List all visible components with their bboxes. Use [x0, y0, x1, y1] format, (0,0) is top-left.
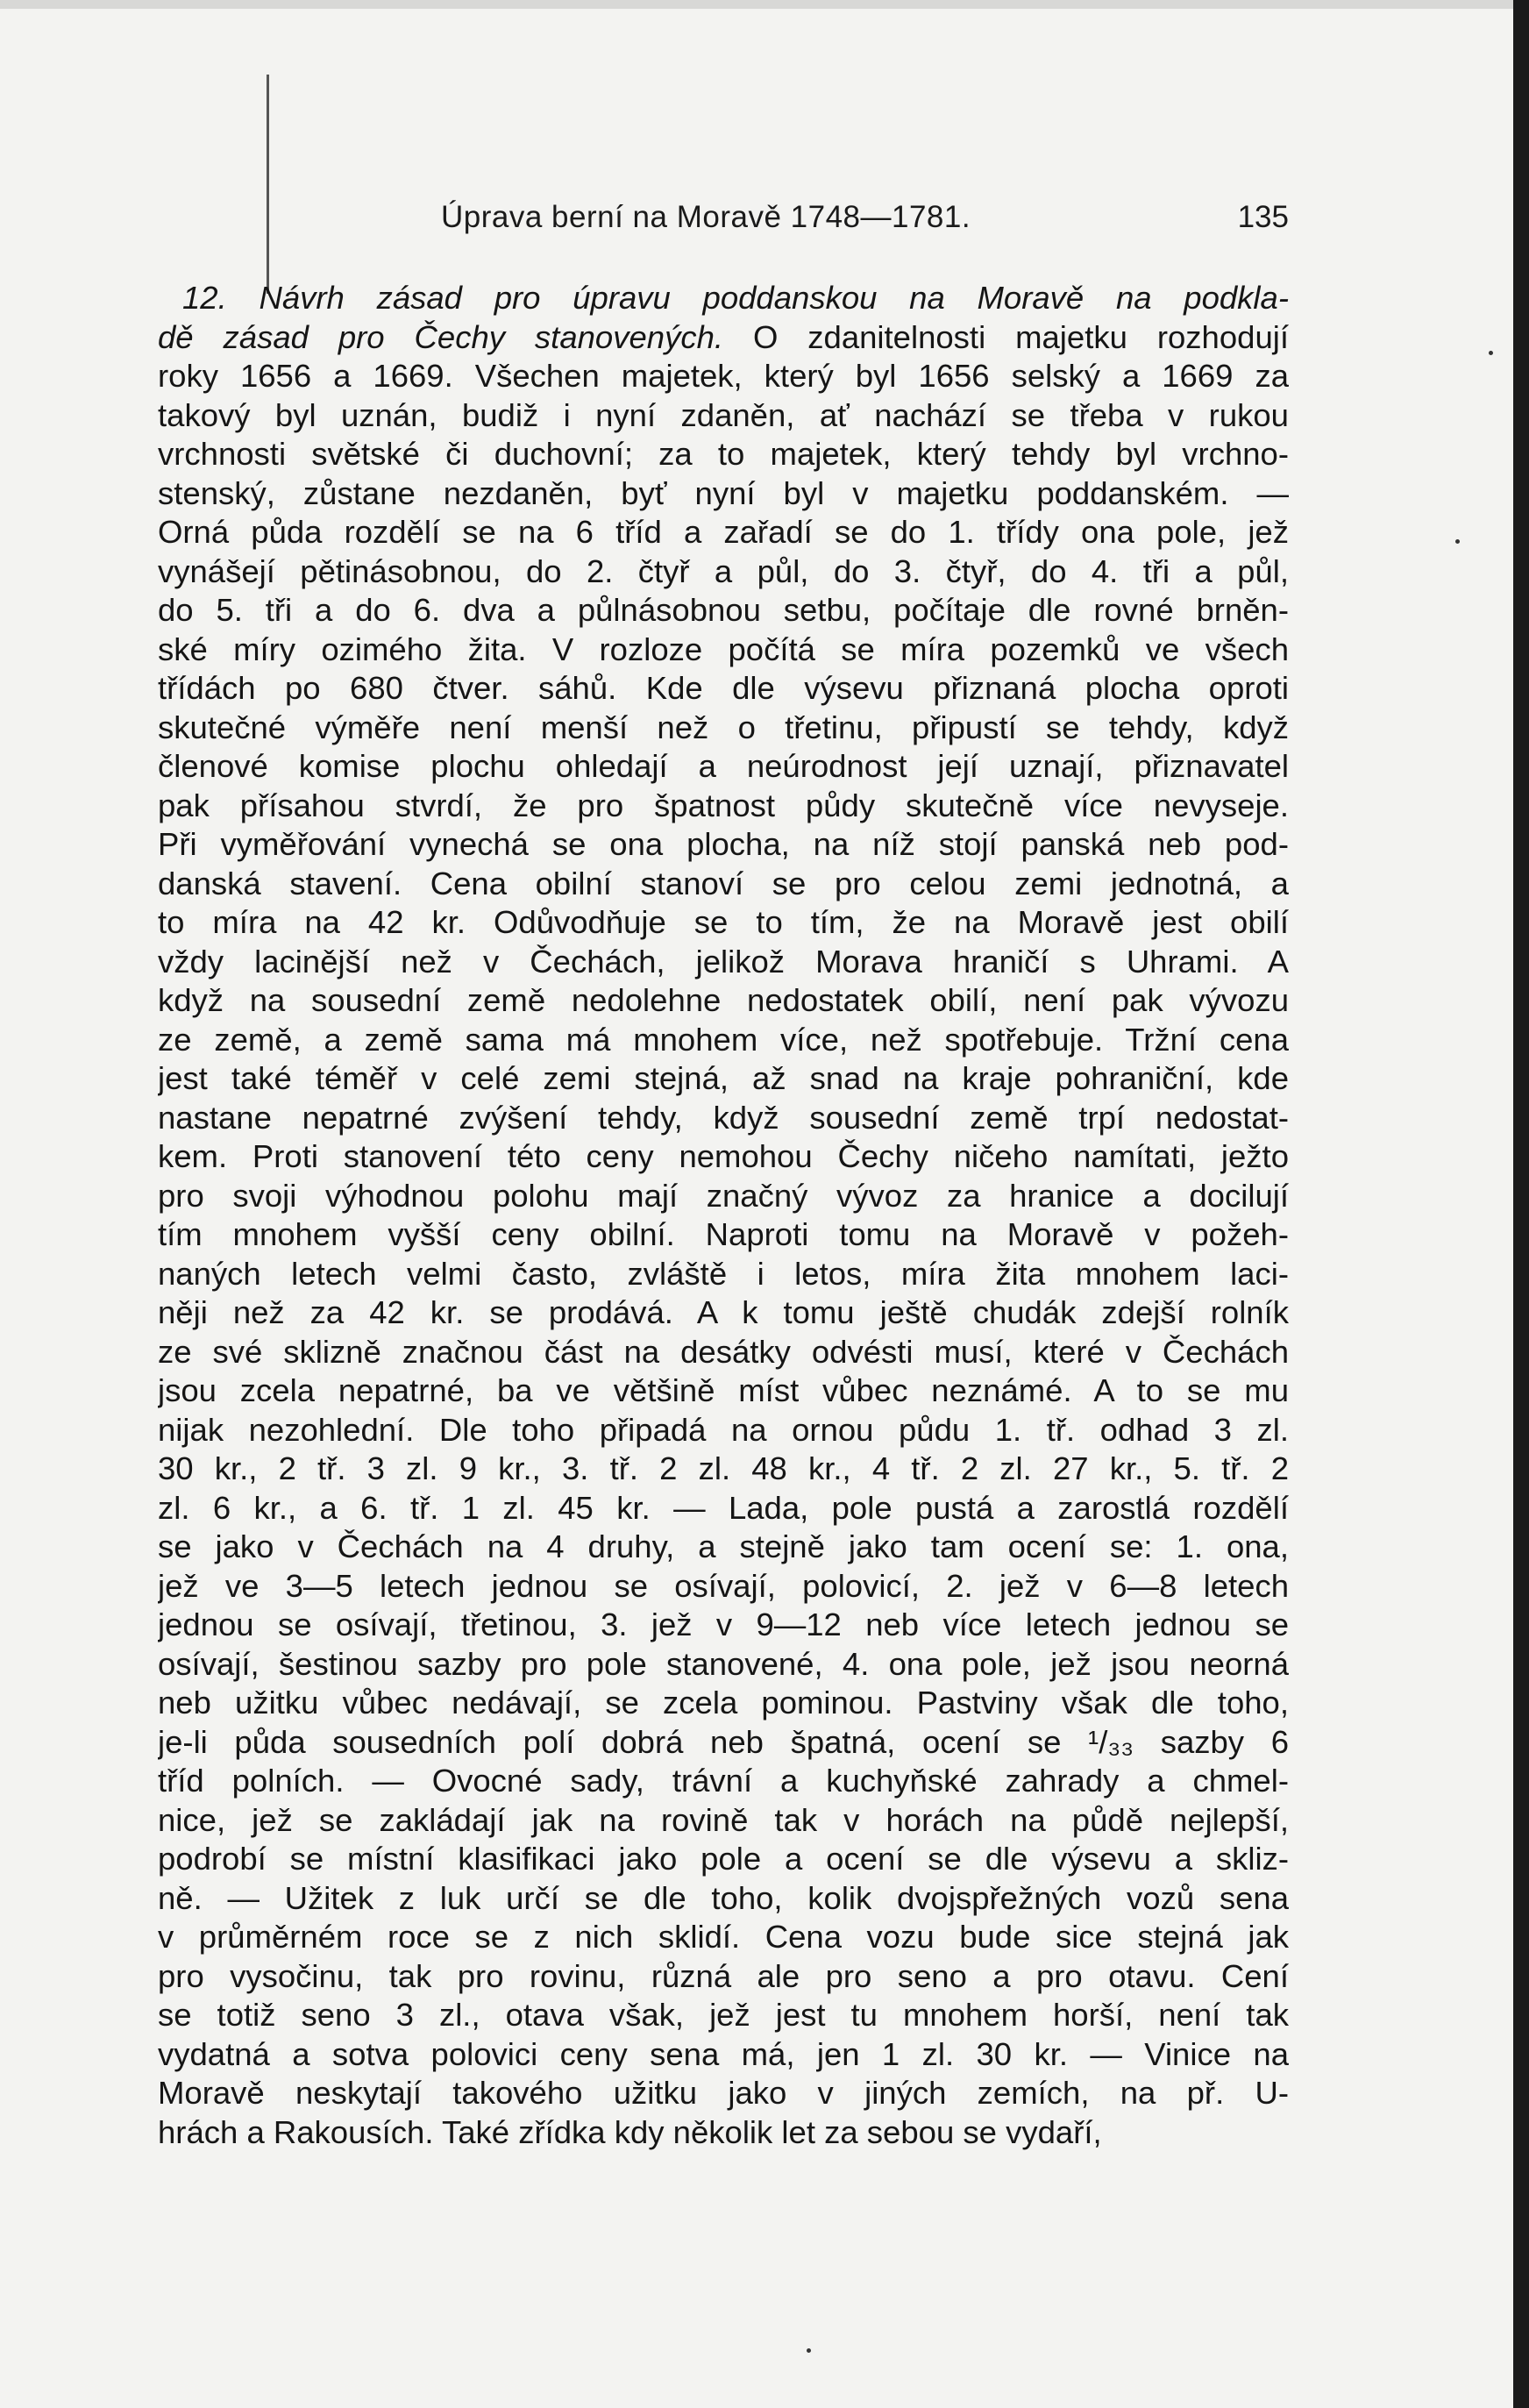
line-text: jsou zcela nepatrné, ba ve většině míst vůbec neznámé. A to se mu — [158, 1372, 1289, 1408]
text-line — [158, 669, 1289, 709]
line-text: to míra na 42 kr. Odůvodňuje se to tím, že na Moravě jest obilí — [158, 904, 1289, 940]
line-text: O zdanitelnosti majetku rozhodují — [723, 318, 1289, 355]
text-line — [158, 435, 1289, 474]
text-line — [158, 1879, 1289, 1919]
text-line — [158, 318, 1289, 358]
line-text: když na sousední země nedolehne nedostatek obilí, není pak vývozu — [158, 982, 1289, 1018]
text-line — [158, 513, 1289, 552]
text-line — [158, 1215, 1289, 1255]
text-line — [158, 1021, 1289, 1060]
italic-heading: 12. Návrh zásad pro úpravu poddanskou na Moravě na podkla- — [182, 280, 1289, 316]
line-text: kem. Proti stanovení této ceny nemohou Čechy ničeho namítati, ježto — [158, 1138, 1289, 1174]
text-line — [158, 2113, 1289, 2153]
line-text: třídách po 680 čtver. sáhů. Kde dle výsevu přiznaná plocha oproti — [158, 670, 1289, 706]
text-line — [158, 591, 1289, 630]
line-text: tím mnohem vyšší ceny obilní. Naproti tomu na Moravě v požeh- — [158, 1216, 1289, 1252]
text-line — [158, 903, 1289, 943]
running-title: Úprava berní na Moravě 1748—1781. — [441, 200, 971, 234]
text-line — [158, 1996, 1289, 2035]
line-text: něji než za 42 kr. se prodává. A k tomu ještě chudák zdejší rolník — [158, 1294, 1289, 1330]
line-text: je-li půda sousedních polí dobrá neb špatná, ocení se ¹/₃₃ sazby 6 — [158, 1723, 1289, 1760]
line-text: danská stavení. Cena obilní stanoví se pro celou zemi jednotná, a — [158, 865, 1289, 901]
text-line — [158, 1645, 1289, 1685]
text-line — [158, 1177, 1289, 1216]
text-line — [158, 1567, 1289, 1607]
line-text: se totiž seno 3 zl., otava však, jež jest tu mnohem horší, není tak — [158, 1997, 1289, 2033]
line-text: vynášejí pětinásobnou, do 2. čtyř a půl, do 3. čtyř, do 4. tři a půl, — [158, 552, 1289, 589]
text-line — [158, 1255, 1289, 1294]
text-line — [158, 1957, 1289, 1997]
margin-mark — [267, 75, 269, 294]
text-line — [158, 1528, 1289, 1567]
body-text — [158, 279, 1289, 2152]
line-text: hrách a Rakousích. Také zřídka kdy několik let za sebou se vydaří, — [158, 2113, 1102, 2150]
line-text: se jako v Čechách na 4 druhy, a stejně jako tam ocení se: 1. ona, — [158, 1528, 1289, 1564]
text-line — [158, 279, 1289, 318]
text-line — [158, 981, 1289, 1021]
line-text: nice, jež se zakládají jak na rovině tak v horách na půdě nejlepší, — [158, 1801, 1289, 1838]
line-text: v průměrném roce se z nich sklidí. Cena vozu bude sice stejná jak — [158, 1919, 1289, 1955]
text-line — [158, 1059, 1289, 1099]
text-line — [158, 1293, 1289, 1333]
line-text: pro svoji výhodnou polohu mají značný vývoz za hranice a docilují — [158, 1177, 1289, 1214]
line-text: pak přísahou stvrdí, že pro špatnost půdy skutečně více nevyseje. — [158, 787, 1289, 823]
text-line — [158, 1723, 1289, 1763]
line-text: tříd polních. — Ovocné sady, trávní a kuchyňské zahrady a chmel- — [158, 1763, 1289, 1799]
scan-speck — [1489, 351, 1493, 355]
text-line — [158, 787, 1289, 826]
text-line — [158, 1801, 1289, 1841]
text-line — [158, 1333, 1289, 1372]
text-line — [158, 2035, 1289, 2075]
line-text: ze země, a země sama má mnohem více, než spotřebuje. Tržní cena — [158, 1021, 1289, 1058]
italic-heading: dě zásad pro Čechy stanovených. — [158, 318, 724, 355]
line-text: 30 kr., 2 tř. 3 zl. 9 kr., 3. tř. 2 zl. 48 kr., 4 tř. 2 zl. 27 kr., 5. tř. 2 — [158, 1450, 1289, 1486]
line-text: vydatná a sotva polovici ceny sena má, jen 1 zl. 30 kr. — Vinice na — [158, 2035, 1289, 2072]
text-line — [158, 396, 1289, 436]
line-text: do 5. tři a do 6. dva a půlnásobnou setbu, počítaje dle rovné brněn- — [158, 592, 1289, 628]
scan-speck — [807, 2348, 811, 2353]
line-text: zl. 6 kr., a 6. tř. 1 zl. 45 kr. — Lada, pole pustá a zarostlá rozdělí — [158, 1489, 1289, 1526]
page-number: 135 — [1237, 200, 1289, 234]
text-line — [158, 1450, 1289, 1489]
line-text: podrobí se místní klasifikaci jako pole a ocení se dle výsevu a skliz- — [158, 1841, 1289, 1877]
text-line — [158, 1099, 1289, 1138]
line-text: ské míry ozimého žita. V rozloze počítá se míra pozemků ve všech — [158, 630, 1289, 667]
line-text: nijak nezohlední. Dle toho připadá na ornou půdu 1. tř. odhad 3 zl. — [158, 1411, 1289, 1448]
line-text: takový byl uznán, budiž i nyní zdaněn, ať nachází se třeba v rukou — [158, 396, 1289, 433]
text-line — [158, 1606, 1289, 1645]
text-line — [158, 357, 1289, 396]
line-text: neb užitku vůbec nedávají, se zcela pominou. Pastviny však dle toho, — [158, 1685, 1289, 1721]
line-text: Při vyměřování vynechá se ona plocha, na níž stojí panská neb pod- — [158, 826, 1289, 862]
text-line — [158, 552, 1289, 592]
line-text: vrchnosti světské či duchovní; za to majetek, který tehdy byl vrchno- — [158, 436, 1289, 472]
line-text: osívají, šestinou sazby pro pole stanovené, 4. ona pole, jež jsou neorná — [158, 1645, 1289, 1682]
line-text: členové komise plochu ohledají a neúrodnost její uznají, přiznavatel — [158, 748, 1289, 784]
scan-right-edge — [1513, 0, 1529, 2408]
line-text: ze své sklizně značnou část na desátky odvésti musí, které v Čechách — [158, 1333, 1289, 1370]
text-line — [158, 1918, 1289, 1957]
scan-speck — [1455, 539, 1460, 544]
line-text: ně. — Užitek z luk určí se dle toho, kolik dvojspřežných vozů sena — [158, 1879, 1289, 1916]
text-line — [158, 1411, 1289, 1450]
line-text: stenský, zůstane nezdaněn, byť nyní byl v majetku poddanském. — — [158, 474, 1289, 511]
line-text: jež ve 3—5 letech jednou se osívají, polovicí, 2. jež v 6—8 letech — [158, 1567, 1289, 1604]
text-line — [158, 825, 1289, 865]
text-line — [158, 1840, 1289, 1879]
line-text: nastane nepatrné zvýšení tehdy, když sousední země trpí nedostat- — [158, 1099, 1289, 1136]
running-header — [158, 193, 1289, 246]
line-text: roky 1656 a 1669. Všechen majetek, který byl 1656 selský a 1669 za — [158, 358, 1289, 394]
text-line — [158, 865, 1289, 904]
text-line — [158, 474, 1289, 514]
line-text: vždy lacinější než v Čechách, jelikož Morava hraničí s Uhrami. A — [158, 943, 1289, 980]
text-line — [158, 747, 1289, 787]
line-text: jednou se osívají, třetinou, 3. jež v 9—12 neb více letech jednou se — [158, 1607, 1289, 1642]
text-line — [158, 943, 1289, 982]
line-text: Orná půda rozdělí se na 6 tříd a zařadí se do 1. třídy ona pole, jež — [158, 514, 1289, 550]
line-text: naných letech velmi často, zvláště i letos, míra žita mnohem laci- — [158, 1255, 1289, 1292]
text-line — [158, 1684, 1289, 1723]
text-line — [158, 1137, 1289, 1177]
text-line — [158, 630, 1289, 670]
text-line — [158, 1371, 1289, 1411]
scan-top-edge — [0, 0, 1529, 9]
line-text: Moravě neskytají takového užitku jako v jiných zemích, na př. U- — [158, 2075, 1289, 2111]
text-line — [158, 2074, 1289, 2113]
text-line — [158, 709, 1289, 748]
text-line — [158, 1489, 1289, 1528]
text-line — [158, 1762, 1289, 1801]
line-text: jest také téměř v celé zemi stejná, až snad na kraje pohraniční, kde — [158, 1060, 1289, 1096]
line-text: skutečné výměře není menší než o třetinu, připustí se tehdy, když — [158, 709, 1289, 745]
line-text: pro vysočinu, tak pro rovinu, různá ale pro seno a pro otavu. Cení — [158, 1957, 1289, 1994]
